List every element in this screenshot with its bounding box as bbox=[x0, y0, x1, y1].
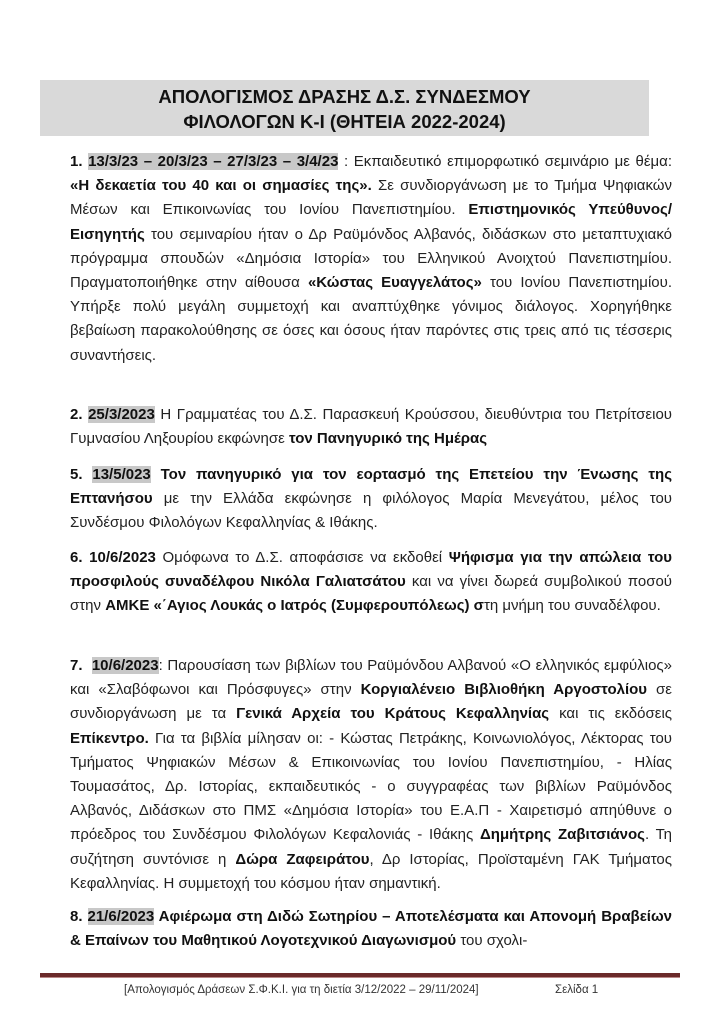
item-date: 13/5/023 bbox=[92, 466, 151, 483]
item-number: 8. bbox=[70, 908, 83, 925]
item-bold-text: Τον πανηγυρικό για τον εορτασμό της Επετείου την Ένωσης της Επτανήσου bbox=[70, 466, 672, 508]
list-item-5 bbox=[70, 463, 672, 536]
item-bold-text: ΑΜΚΕ «΄Αγιος Λουκάς ο Ιατρός (Συμφερουπόλεως) σ bbox=[105, 597, 484, 615]
item-bold-text: τον Πανηγυρικό της Ημέρας bbox=[288, 430, 488, 448]
document-title-box bbox=[40, 80, 649, 136]
item-text: Ομόφωνα το Δ.Σ. αποφάσισε να εκδοθεί bbox=[155, 549, 449, 566]
item-number: 7. bbox=[70, 657, 83, 674]
item-number: 1. bbox=[70, 153, 83, 170]
item-text: . Τη συζήτηση συντόνισε η bbox=[70, 826, 672, 868]
item-text: του Ιονίου Πανεπιστημίου. Υπήρξε πολύ μεγάλη συμμετοχή και αναπτύχθηκε γόνιμος διάλογος. Χορηγήθηκε βεβαίωση παρακολούθησης σε όσες και όσους ήταν παρόντες στις τρεις από τις τέσσερις συναντήσεις. bbox=[70, 274, 672, 364]
item-bold-text: Κοργιαλένειο Βιβλιοθήκη Αργοστολίου bbox=[360, 681, 648, 699]
list-item-8 bbox=[70, 905, 672, 953]
item-bold-text: «Η δεκαετία του 40 και οι σημασίες της». bbox=[70, 177, 372, 195]
item-bold-text: Ψήφισμα για την απώλεια του προσφιλούς συναδέλφου Νικόλα Γαλιατσάτου bbox=[70, 549, 673, 591]
item-bold-text: «Κώστας Ευαγγελάτος» bbox=[307, 274, 482, 292]
list-item-1 bbox=[70, 150, 672, 368]
list-item-2 bbox=[70, 403, 672, 451]
item-text: τη μνήμη του συναδέλφου. bbox=[483, 597, 661, 615]
item-text: με την Ελλάδα εκφώνησε η φιλόλογος Μαρία Μενεγάτου, μέλος του Συνδέσμου Φιλολόγων Κεφαλληνίας & Ιθάκης. bbox=[70, 490, 672, 532]
item-text: σε συνδιοργάνωση με τα bbox=[70, 681, 672, 723]
item-text: Σε συνδιοργάνωση με το Τμήμα Ψηφιακών Μέσων και Επικοινωνίας του Ιονίου Πανεπιστημίου. bbox=[70, 177, 672, 219]
item-number: 5. bbox=[70, 466, 83, 483]
item-date: 21/6/2023 bbox=[87, 908, 155, 925]
footer-divider bbox=[40, 973, 680, 978]
page-number: Σελίδα 1 bbox=[555, 984, 599, 996]
item-bold-text: Δώρα Ζαφειράτου bbox=[235, 850, 370, 868]
item-text: του σχολι- bbox=[456, 932, 528, 950]
item-bold-text: Γενικά Αρχεία του Κράτους Κεφαλληνίας bbox=[236, 705, 550, 723]
item-text: , Δρ Ιστορίας, Προϊσταμένη ΓΑΚ Τμήματος Κεφαλληνίας. Η συμμετοχή του κόσμου ήταν σημαντική. bbox=[70, 850, 672, 892]
item-text: : Παρουσίαση των βιβλίων του Ραϋμόνδου Αλβανού «Ο ελληνικός εμφύλιος» και «Σλαβόφωνοι και Πρόσφυγες» στην bbox=[70, 657, 672, 699]
footer-text: [Απολογισμός Δράσεων Σ.Φ.Κ.Ι. για τη διετία 3/12/2022 – 29/11/2024] bbox=[124, 984, 479, 996]
title-line-2: ΦΙΛΟΛΟΓΩΝ Κ-Ι (ΘΗΤΕΙΑ 2022-2024) bbox=[183, 111, 506, 132]
item-date: 10/6/2023 bbox=[89, 549, 156, 566]
item-bold-text: Επιστημονικός Υπεύθυνος/Εισηγητής bbox=[70, 201, 672, 243]
item-bold-text: Αφιέρωμα στη Διδώ Σωτηρίου – Αποτελέσματα και Απονομή Βραβείων & Επαίνων του Μαθητικού Λογοτεχνικού Διαγωνισμού bbox=[70, 908, 672, 950]
item-bold-text: Δημήτρης Ζαβιτσιάνος bbox=[480, 826, 645, 844]
item-text: και τις εκδόσεις bbox=[549, 705, 673, 723]
list-item-7 bbox=[70, 654, 672, 896]
title-line-1: ΑΠΟΛΟΓΙΣΜΟΣ ΔΡΑΣΗΣ Δ.Σ. ΣΥΝΔΕΣΜΟΥ bbox=[158, 86, 531, 107]
item-bold-text: Επίκεντρο. bbox=[70, 729, 149, 747]
list-item-6 bbox=[70, 546, 672, 619]
item-text: Για τα βιβλία μίλησαν οι: - Κώστας Πετράκης, Κοινωνιολόγος, Λέκτορας του Τμήματος Ψηφιακών Μέσων & Επικοινωνίας του Ιονίου Πανεπιστημίου, - Ηλίας Τουμασάτος, Δρ. Ιστορίας, εκπαιδευτικός - ο συγγραφέας των βιβλίων Ραϋμόνδος Αλβανός, Διδάσκων στο ΠΜΣ «Δημόσια Ιστορία» του Ε.Α.Π - Χαιρετισμό απηύθυνε ο πρόεδρος του Συνδέσμου Φιλολόγων Κεφαλονιάς - Ιθάκης bbox=[70, 729, 672, 844]
item-text: και να γίνει δωρεά συμβολικού ποσού στην bbox=[70, 573, 672, 615]
item-text: Η Γραμματέας του Δ.Σ. Παρασκευή Κρούσσου, διευθύντρια του Πετρίτσειου Γυμνασίου Ληξουρίου εκφώνησε bbox=[70, 406, 672, 448]
item-date: 10/6/2023 bbox=[91, 657, 159, 674]
item-text: του σεμιναρίου ήταν ο Δρ Ραϋμόνδος Αλβανός, διδάσκων στο μεταπτυχιακό πρόγραμμα σπουδών «Δημόσια Ιστορία» του Ελληνικού Ανοιχτού Πανεπιστημίου. Πραγματοποιήθηκε στην αίθουσα bbox=[70, 225, 672, 292]
item-number: 2. bbox=[70, 406, 83, 423]
item-number: 6. bbox=[70, 549, 83, 566]
item-text: : Εκπαιδευτικό επιμορφωτικό σεμινάριο με θέμα: bbox=[338, 153, 672, 170]
item-date: 25/3/2023 bbox=[88, 406, 155, 423]
item-date: 13/3/23 – 20/3/23 – 27/3/23 – 3/4/23 bbox=[88, 153, 339, 170]
